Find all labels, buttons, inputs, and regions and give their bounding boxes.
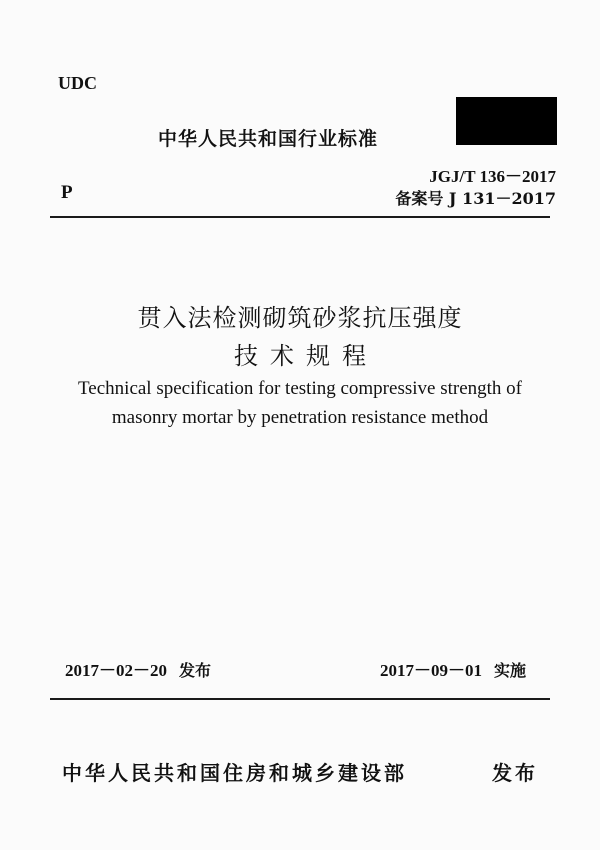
title-english-line2: masonry mortar by penetration resistance method bbox=[111, 407, 489, 428]
effective-label: 实施 bbox=[494, 661, 527, 680]
title-english-line1: Technical specification for testing compressive strength of bbox=[78, 378, 522, 399]
footer-divider bbox=[50, 698, 550, 700]
category-label: P bbox=[61, 182, 73, 203]
header-divider bbox=[50, 216, 550, 218]
title-chinese-line2: 技术规程 bbox=[234, 342, 378, 370]
udc-label: UDC bbox=[58, 73, 97, 93]
record-number: 备案号 J 131－2017 bbox=[395, 189, 556, 208]
issuing-authority: 中华人民共和国住房和城乡建设部 bbox=[62, 761, 407, 785]
standard-type-heading: 中华人民共和国行业标准 bbox=[158, 128, 379, 150]
issuer-action-label: 发布 bbox=[492, 761, 538, 785]
effective-date-group bbox=[380, 656, 526, 681]
effective-date: 2017－09－01 bbox=[380, 661, 482, 680]
title-chinese-line1: 贯入法检测砌筑砂浆抗压强度 bbox=[137, 304, 463, 332]
standard-code: JGJ/T 136－2017 bbox=[429, 167, 556, 186]
issue-label: 发布 bbox=[179, 661, 212, 680]
issue-date: 2017－02－20 bbox=[65, 661, 167, 680]
issue-date-group bbox=[65, 656, 211, 681]
redaction-box bbox=[456, 97, 557, 145]
